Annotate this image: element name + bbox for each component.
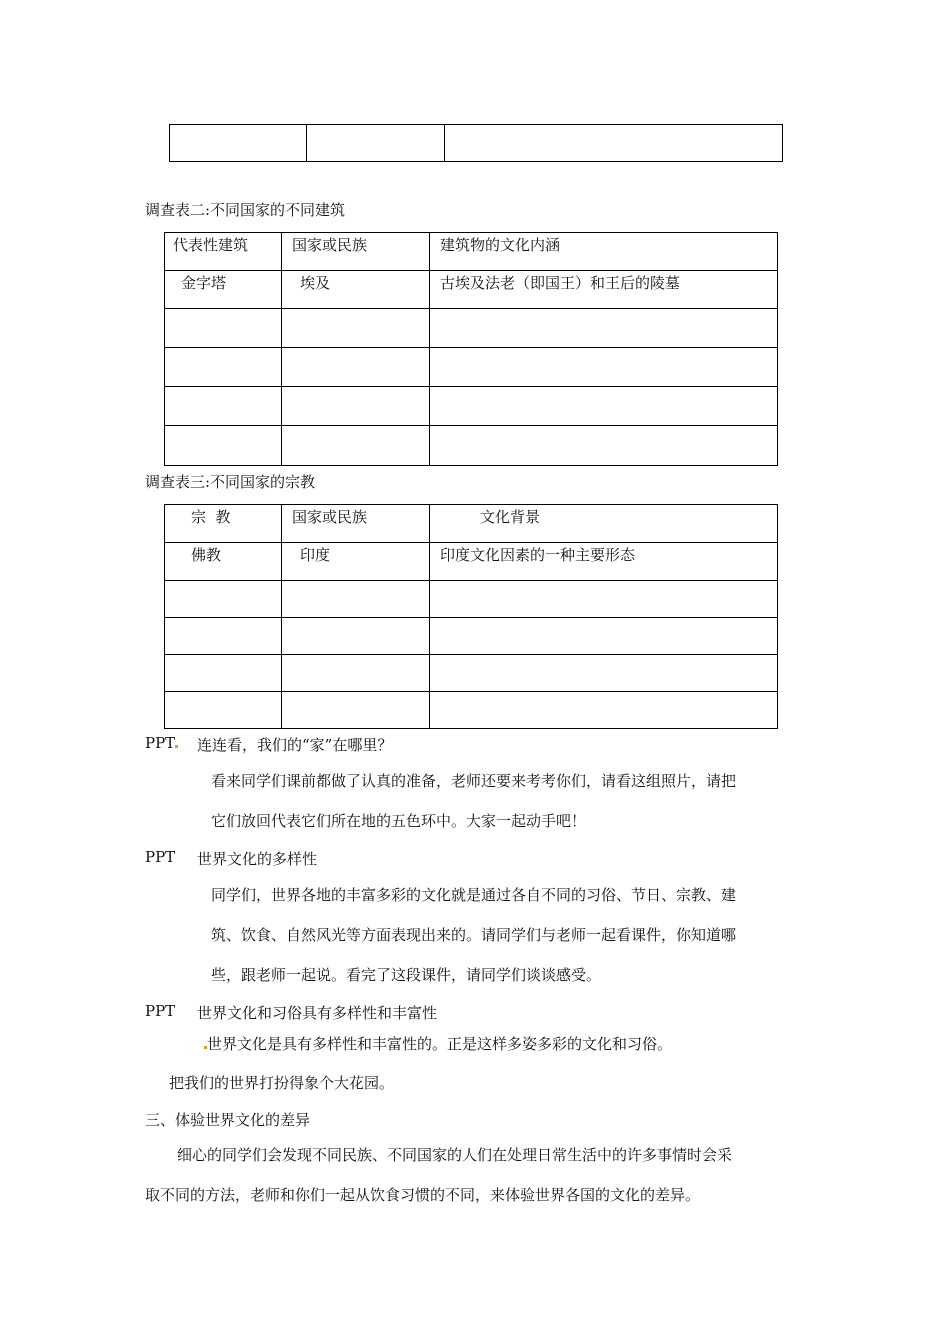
- table-cell: 金字塔: [165, 271, 282, 309]
- paragraph-line: 取不同的方法，老师和你们一起从饮食习惯的不同，来体验世界各国的文化的差异。: [145, 1186, 701, 1204]
- ppt1-title: 连连看，我们的“家”在哪里？: [197, 736, 393, 754]
- table-cell: [165, 581, 282, 618]
- table-row: [165, 309, 778, 348]
- table-header-row: [165, 505, 778, 543]
- table-row: [165, 618, 778, 655]
- table-cell: 宗 教: [165, 505, 282, 543]
- table-cell: [165, 348, 282, 387]
- table-cell: [165, 655, 282, 692]
- table-row: [165, 426, 778, 466]
- paragraph-line: 世界文化是具有多样性和丰富性的。正是这样多姿多彩的文化和习俗。: [204, 1033, 672, 1054]
- table-cell: [282, 581, 430, 618]
- paragraph-line: 把我们的世界打扮得象个大花园。: [169, 1074, 395, 1092]
- table-cell: [165, 692, 282, 729]
- table-row: [165, 348, 778, 387]
- table-row: [165, 692, 778, 729]
- table-cell: [430, 426, 778, 466]
- table-cell: [282, 655, 430, 692]
- table-cell: [170, 125, 307, 162]
- table-row: [165, 581, 778, 618]
- table-continued: [169, 124, 783, 162]
- ppt-heading-1: [145, 734, 178, 752]
- table-row: [170, 125, 783, 162]
- section-heading: 三、体验世界文化的差异: [145, 1111, 311, 1129]
- table-cell: 国家或民族: [282, 233, 430, 271]
- table-cell: 国家或民族: [282, 505, 430, 543]
- table-cell: [165, 618, 282, 655]
- paragraph-line: 看来同学们课前都做了认真的准备，老师还要来考考你们，请看这组照片，请把: [211, 772, 737, 790]
- table-cell: [165, 426, 282, 466]
- table-cell: [282, 348, 430, 387]
- table-cell: 埃及: [282, 271, 430, 309]
- table-cell: [282, 618, 430, 655]
- table-row: [165, 271, 778, 309]
- table-cell: [282, 309, 430, 348]
- table-row: [165, 387, 778, 426]
- table-cell: [282, 426, 430, 466]
- table-cell: 佛教: [165, 543, 282, 581]
- table-cell: [445, 125, 783, 162]
- table-cell: 建筑物的文化内涵: [430, 233, 778, 271]
- table-row: [165, 543, 778, 581]
- ppt-label: PPT: [145, 1002, 176, 1020]
- paragraph-line: 它们放回代表它们所在地的五色环中。大家一起动手吧！: [211, 812, 587, 830]
- table-cell: 代表性建筑: [165, 233, 282, 271]
- table-cell: [165, 309, 282, 348]
- table-cell: [430, 348, 778, 387]
- table-cell: [430, 618, 778, 655]
- paragraph-line: 些，跟老师一起说。看完了这段课件，请同学们谈谈感受。: [211, 966, 602, 984]
- paragraph-line: 同学们，世界各地的丰富多彩的文化就是通过各自不同的习俗、节日、宗教、建: [211, 886, 737, 904]
- ppt-label: PPT: [145, 848, 176, 866]
- table-row: [165, 655, 778, 692]
- paragraph-line: 筑、饮食、自然风光等方面表现出来的。请同学们与老师一起看课件，你知道哪: [211, 926, 737, 944]
- ppt-label: PPT: [145, 734, 176, 752]
- table-cell: [282, 387, 430, 426]
- table-cell: 文化背景: [430, 505, 778, 543]
- table-cell: [430, 692, 778, 729]
- table-cell: [430, 309, 778, 348]
- table2-caption: 调查表二:不同国家的不同建筑: [145, 201, 346, 219]
- text-marker-icon: [175, 745, 178, 748]
- architecture-table: [164, 232, 778, 466]
- table-cell: [430, 655, 778, 692]
- table-cell: 印度: [282, 543, 430, 581]
- table-cell: 古埃及法老（即国王）和王后的陵墓: [430, 271, 778, 309]
- table-cell: 印度文化因素的一种主要形态: [430, 543, 778, 581]
- ppt2-title: 世界文化的多样性: [197, 850, 318, 868]
- table3-caption: 调查表三:不同国家的宗教: [145, 473, 316, 491]
- table-cell: [165, 387, 282, 426]
- table-cell: [282, 692, 430, 729]
- ppt3-title: 世界文化和习俗具有多样性和丰富性: [197, 1004, 438, 1022]
- table-cell: [430, 581, 778, 618]
- table-cell: [430, 387, 778, 426]
- table-cell: [307, 125, 445, 162]
- religion-table: [164, 504, 778, 729]
- table-header-row: [165, 233, 778, 271]
- paragraph-line: 细心的同学们会发现不同民族、不同国家的人们在处理日常生活中的许多事情时会采: [177, 1146, 733, 1164]
